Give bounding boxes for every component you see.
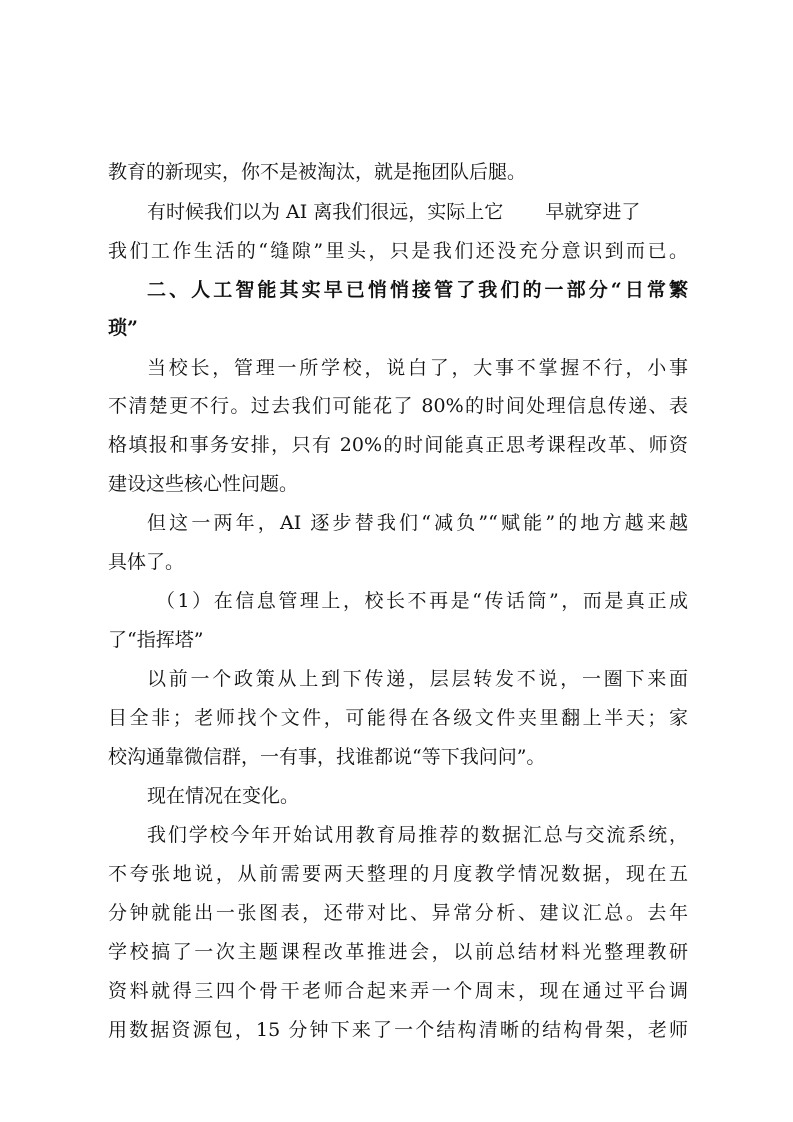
section-heading-line: 琐” bbox=[108, 317, 138, 339]
text-line: 现在情况在变化。 bbox=[147, 785, 300, 807]
text-line bbox=[147, 196, 688, 228]
text-segment: 早就穿进了 bbox=[545, 201, 641, 223]
text-line: 不夸张地说，从前需要两天整理的月度教学情况数据，现在五 bbox=[108, 863, 688, 885]
text-line: 不清楚更不行。过去我们可能花了 80%的时间处理信息传递、表 bbox=[108, 395, 688, 417]
text-line: 格填报和事务安排，只有 20%的时间能真正思考课程改革、师资 bbox=[108, 434, 688, 456]
text-line: 但这一两年，AI 逐步替我们“减负”“赋能”的地方越来越 bbox=[147, 512, 688, 534]
text-line: 当校长，管理一所学校，说白了，大事不掌握不行，小事 bbox=[147, 357, 688, 379]
text-line: 我们学校今年开始试用教育局推荐的数据汇总与交流系统， bbox=[147, 824, 688, 846]
text-line: 校沟通靠微信群，一有事，找谁都说“等下我问问”。 bbox=[108, 746, 546, 768]
text-line: 以前一个政策从上到下传递，层层转发不说，一圈下来面 bbox=[147, 668, 688, 690]
text-line: 具体了。 bbox=[108, 551, 185, 573]
text-segment: 有时候我们以为 AI 离我们很远，实际上它 bbox=[147, 201, 504, 223]
text-line: 学校搞了一次主题课程改革推进会，以前总结材料光整理教研 bbox=[108, 941, 688, 963]
text-line: 目全非；老师找个文件，可能得在各级文件夹里翻上半天；家 bbox=[108, 707, 688, 729]
text-line: 我们工作生活的“缝隙”里头，只是我们还没充分意识到而已。 bbox=[108, 240, 688, 262]
text-line: 用数据资源包，15 分钟下来了一个结构清晰的结构骨架，老师 bbox=[108, 1019, 688, 1041]
text-line: 建设这些核心性问题。 bbox=[108, 473, 299, 495]
subheading-line: 了“指挥塔” bbox=[108, 629, 204, 651]
text-line: 资料就得三四个骨干老师合起来弄一个周末，现在通过平台调 bbox=[108, 980, 688, 1002]
subheading-line: （1）在信息管理上，校长不再是“传话筒”，而是真正成 bbox=[156, 590, 688, 612]
section-heading-line: 二、人工智能其实早已悄悄接管了我们的一部分“日常繁 bbox=[147, 279, 688, 301]
text-line: 分钟就能出一张图表，还带对比、异常分析、建议汇总。去年 bbox=[108, 902, 688, 924]
text-line: 教育的新现实，你不是被淘汰，就是拖团队后腿。 bbox=[108, 161, 527, 183]
